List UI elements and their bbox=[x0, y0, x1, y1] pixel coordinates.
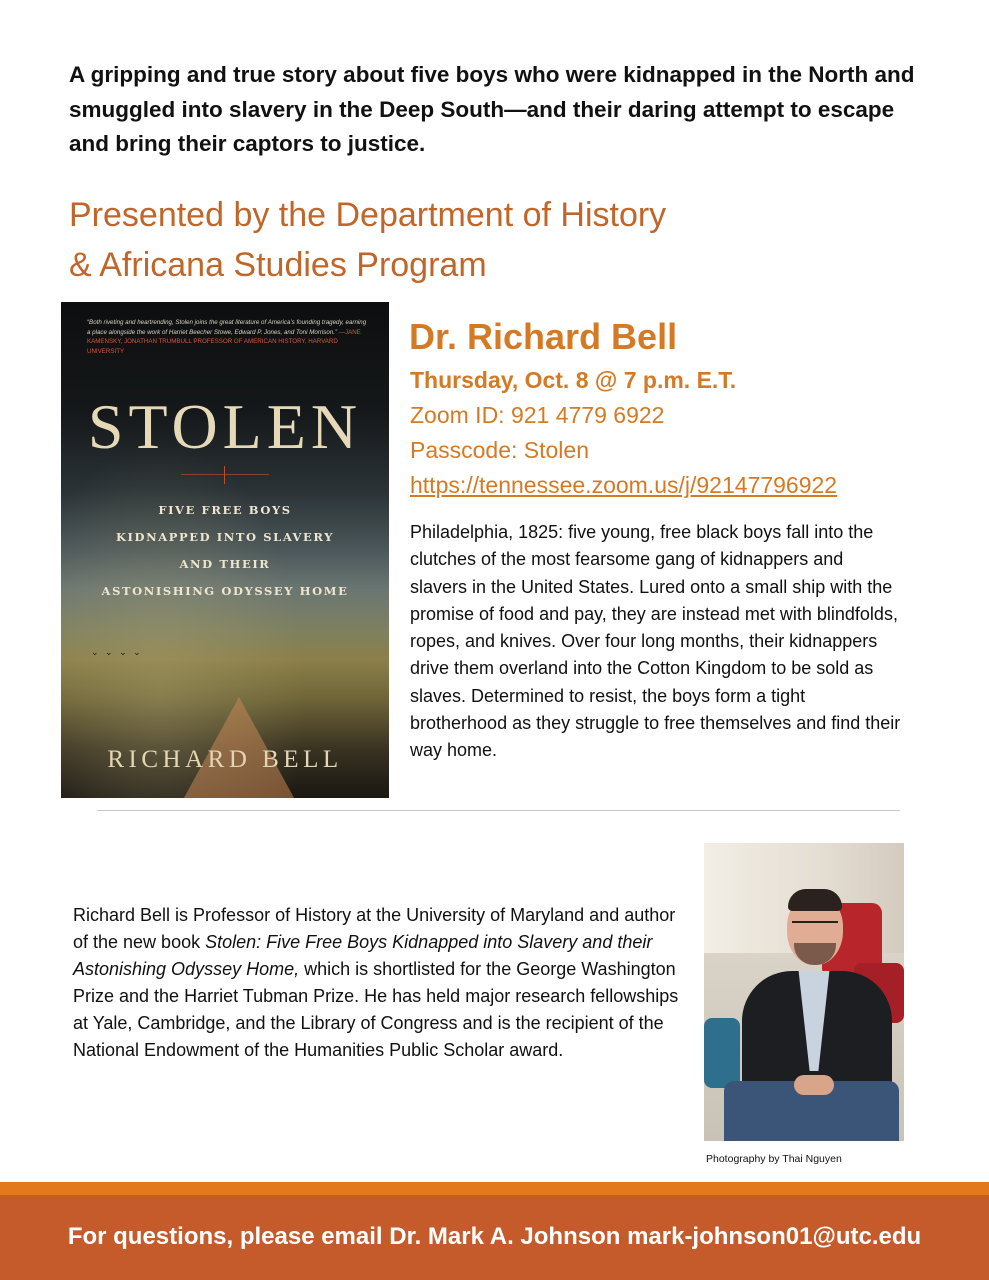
zoom-link[interactable]: https://tennessee.zoom.us/j/92147796922 bbox=[410, 472, 838, 498]
section-divider bbox=[97, 810, 900, 811]
cover-divider-line bbox=[181, 474, 269, 475]
bio-book-title: Stolen: Five Free Boys Kidnapped into Slavery and their Astonishing Odyssey Home, bbox=[73, 932, 653, 980]
presented-by-heading bbox=[69, 190, 929, 290]
book-cover-image bbox=[61, 302, 389, 798]
photo-hands bbox=[794, 1075, 834, 1095]
speaker-photo bbox=[704, 843, 904, 1141]
cover-divider-tick bbox=[224, 466, 225, 484]
photo-credit: Photography by Thai Nguyen bbox=[706, 1153, 842, 1165]
bio-text-2: which is shortlisted for the George Washington Prize and the Harriet Tubman Prize. He has held major research fellowships at Yale, Cambridge, and the Library of Congress and is the recipient of the National Endowment of the Humanities Public Scholar award. bbox=[73, 959, 679, 1061]
footer-stripe bbox=[0, 1182, 989, 1195]
book-synopsis: Philadelphia, 1825: five young, free black boys fall into the clutches of the most fearsome gang of kidnappers and slavers in the United States. Lured onto a small ship with the promise of food and pay, they are instead met with blindfolds, ropes, and knives. Over four long months, their kidnappers drive them overland into the Cotton Kingdom to be sold as slaves. Determined to resist, the boys form a tight brotherhood as they struggle to free themselves and find their way home. bbox=[410, 522, 901, 761]
cover-author: RICHARD BELL bbox=[107, 746, 343, 773]
cover-subtitle-line: ASTONISHING ODYSSEY HOME bbox=[101, 584, 349, 598]
zoom-passcode: Passcode: Stolen bbox=[410, 437, 590, 463]
bio-text-1: Richard Bell is Professor of History at the University of Maryland and author of the new book bbox=[73, 905, 676, 953]
tagline: A gripping and true story about five boys who were kidnapped in the North and smuggled into slavery in the Deep South—and their daring attempt to escape and bring their captors to justice. bbox=[69, 62, 915, 156]
cover-quote-text: “Both riveting and heartrending, Stolen joins the great literature of America’s founding tragedy, earning a place alongside the work of Harriet Beecher Stowe, Edward P. Jones, and Toni Morrison.” bbox=[87, 319, 367, 336]
speaker-name: Dr. Richard Bell bbox=[409, 316, 678, 357]
event-date: Thursday, Oct. 8 @ 7 p.m. E.T. bbox=[410, 367, 737, 393]
presented-by-line-2: & Africana Studies Program bbox=[69, 246, 487, 284]
photo-chair bbox=[704, 1018, 740, 1088]
cover-birds-icon: ⌄ ⌄ ⌄ ⌄ bbox=[91, 647, 143, 657]
cover-title: STOLEN bbox=[87, 391, 363, 462]
cover-subtitle-line: KIDNAPPED INTO SLAVERY bbox=[115, 530, 335, 544]
presented-by-line-1: Presented by the Department of History bbox=[69, 196, 667, 234]
cover-quote-attribution: —JANE KAMENSKY, JONATHAN TRUMBULL PROFESSOR OF AMERICAN HISTORY, HARVARD UNIVERSITY bbox=[87, 328, 361, 355]
footer-contact: For questions, please email Dr. Mark A. Johnson mark-johnson01@utc.edu bbox=[67, 1223, 922, 1250]
cover-subtitle bbox=[61, 497, 389, 605]
speaker-bio bbox=[73, 902, 688, 1065]
photo-hair bbox=[788, 889, 842, 911]
cover-subtitle-line: FIVE FREE BOYS bbox=[158, 503, 292, 517]
cover-quote bbox=[87, 318, 369, 356]
cover-subtitle-line: AND THEIR bbox=[179, 557, 271, 571]
zoom-id: Zoom ID: 921 4779 6922 bbox=[410, 402, 665, 428]
photo-glasses bbox=[792, 921, 838, 931]
